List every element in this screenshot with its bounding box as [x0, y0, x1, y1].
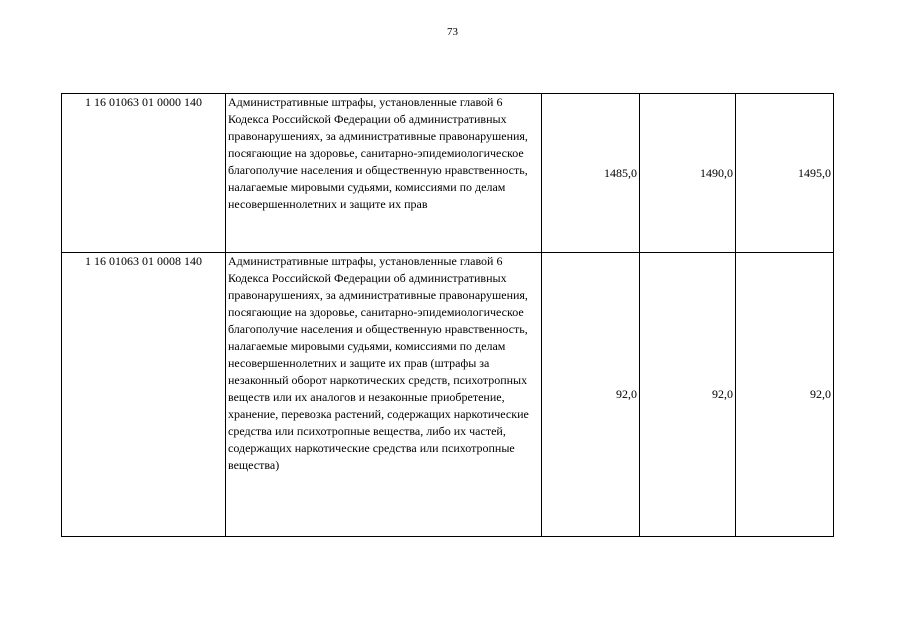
budget-table	[61, 93, 834, 537]
budget-code-cell: 1 16 01063 01 0000 140	[62, 94, 226, 253]
description-cell: Административные штрафы, установленные главой 6 Кодекса Российской Федерации об административных правонарушениях, за административные правонарушения, посягающие на здоровье, санитарно-эпидемиологическое благополучие населения и общественную нравственность, налагаемые мировыми судьями, комиссиями по делам несовершеннолетних и защите их прав (штрафы за незаконный оборот наркотических средств, психотропных веществ или их аналогов и незаконные приобретение, хранение, перевозка растений, содержащих наркотические средства или психотропные вещества, либо их частей, содержащих наркотические средства или психотропные вещества)	[226, 253, 542, 537]
page-number: 73	[447, 26, 458, 38]
value-cell-1: 92,0	[542, 253, 640, 537]
description-cell: Административные штрафы, установленные главой 6 Кодекса Российской Федерации об административных правонарушениях, за административные правонарушения, посягающие на здоровье, санитарно-эпидемиологическое благополучие населения и общественную нравственность, налагаемые мировыми судьями, комиссиями по делам несовершеннолетних и защите их прав	[226, 94, 542, 253]
table-row	[62, 253, 834, 537]
value-cell-2: 1490,0	[640, 94, 736, 253]
value-cell-1: 1485,0	[542, 94, 640, 253]
value-cell-2: 92,0	[640, 253, 736, 537]
table-row	[62, 94, 834, 253]
value-cell-3: 92,0	[736, 253, 834, 537]
value-cell-3: 1495,0	[736, 94, 834, 253]
budget-code-cell: 1 16 01063 01 0008 140	[62, 253, 226, 537]
